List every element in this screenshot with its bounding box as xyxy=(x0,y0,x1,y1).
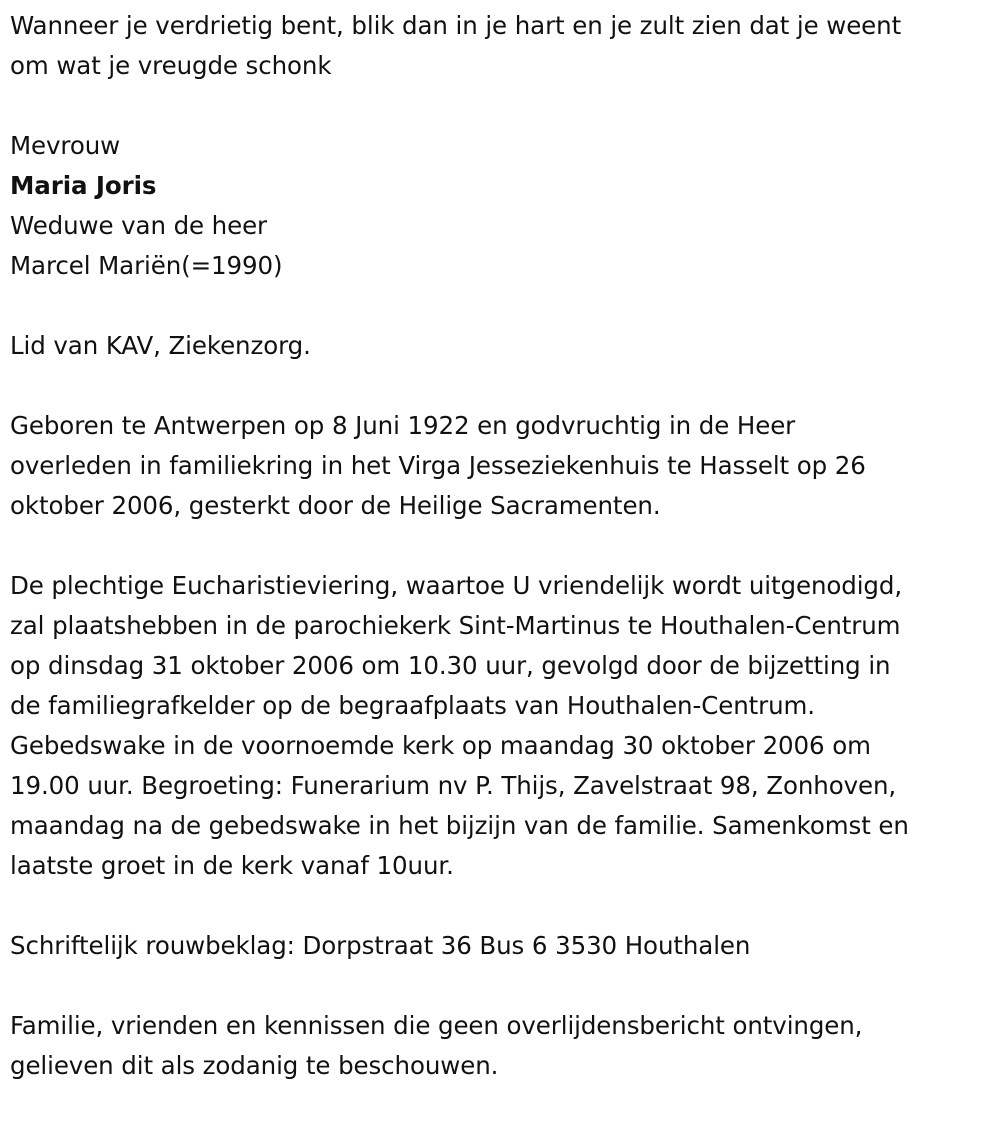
deceased-block xyxy=(10,126,990,286)
relation: Weduwe van de heer xyxy=(10,211,268,240)
family-note xyxy=(10,1006,990,1086)
deceased-name: Maria Joris xyxy=(10,171,157,200)
ceremony-line: maandag na de gebedswake in het bijzijn van de familie. Samenkomst en xyxy=(10,811,909,840)
ceremony-line: Gebedswake in de voornoemde kerk op maandag 30 oktober 2006 om xyxy=(10,731,871,760)
ceremony-line: zal plaatshebben in de parochiekerk Sint-Martinus te Houthalen-Centrum xyxy=(10,611,901,640)
salutation: Mevrouw xyxy=(10,131,121,160)
ceremony-line: op dinsdag 31 oktober 2006 om 10.30 uur, gevolgd door de bijzetting in xyxy=(10,651,891,680)
spacer xyxy=(10,86,990,126)
condolence-address xyxy=(10,926,990,966)
ceremony-paragraph xyxy=(10,566,990,886)
spacer xyxy=(10,286,990,326)
membership xyxy=(10,326,990,366)
ceremony-line: de familiegrafkelder op de begraafplaats van Houthalen-Centrum. xyxy=(10,691,815,720)
membership-text: Lid van KAV, Ziekenzorg. xyxy=(10,331,311,360)
birth-death-line: Geboren te Antwerpen op 8 Juni 1922 en godvruchtig in de Heer xyxy=(10,411,796,440)
ceremony-line: laatste groet in de kerk vanaf 10uur. xyxy=(10,851,454,880)
spacer xyxy=(10,526,990,566)
spouse-name: Marcel Mariën(=1990) xyxy=(10,251,283,280)
quote xyxy=(10,6,990,86)
spacer xyxy=(10,366,990,406)
spacer xyxy=(10,886,990,926)
family-note-line: Familie, vrienden en kennissen die geen overlijdensbericht ontvingen, xyxy=(10,1011,863,1040)
birth-death-line: overleden in familiekring in het Virga Jesseziekenhuis te Hasselt op 26 xyxy=(10,451,866,480)
quote-line: Wanneer je verdrietig bent, blik dan in je hart en je zult zien dat je weent xyxy=(10,11,902,40)
ceremony-line: De plechtige Eucharistieviering, waartoe U vriendelijk wordt uitgenodigd, xyxy=(10,571,903,600)
quote-line: om wat je vreugde schonk xyxy=(10,51,332,80)
birth-death-paragraph xyxy=(10,406,990,526)
condolence-text: Schriftelijk rouwbeklag: Dorpstraat 36 Bus 6 3530 Houthalen xyxy=(10,931,751,960)
family-note-line: gelieven dit als zodanig te beschouwen. xyxy=(10,1051,499,1080)
birth-death-line: oktober 2006, gesterkt door de Heilige Sacramenten. xyxy=(10,491,661,520)
spacer xyxy=(10,966,990,1006)
ceremony-line: 19.00 uur. Begroeting: Funerarium nv P. Thijs, Zavelstraat 98, Zonhoven, xyxy=(10,771,897,800)
